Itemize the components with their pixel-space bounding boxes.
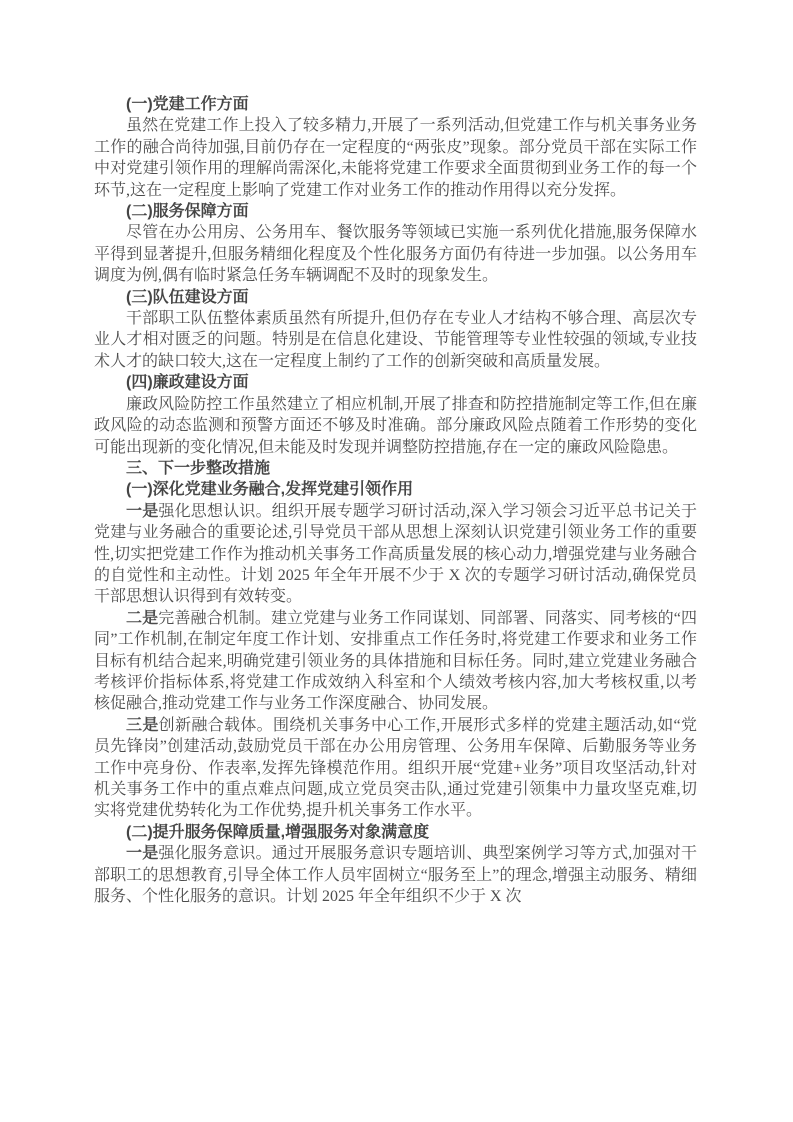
paragraph-lead: 二是 bbox=[126, 609, 159, 627]
paragraph-text: 创新融合载体。围绕机关事务中心工作,开展形式多样的党建主题活动,如“党员先锋岗”创建活动,鼓励党员干部在办公用房管理、公务用车保障、后勤服务等业务工作中亮身份、作表率,发挥先锋模范作用。组织开展“党建+业务”项目攻坚活动,针对机关事务工作中的重点难点问题,成立党员突击队,通过党建引领集中力量攻坚克难,切实将党建优势转化为工作优势,提升机关事务工作水平。 bbox=[94, 716, 697, 820]
heading-improve-service-quality: (二)提升服务保障质量,增强服务对象满意度 bbox=[126, 823, 430, 841]
heading-next-step-measures: 三、下一步整改措施 bbox=[126, 459, 271, 477]
paragraph-lead: 一是 bbox=[126, 845, 159, 863]
paragraph-lead: 三是 bbox=[126, 716, 159, 734]
paragraph-text: 强化服务意识。通过开展服务意识专题培训、典型案例学习等方式,加强对干部职工的思想教育,引导全体工作人员牢固树立“服务至上”的理念,增强主动服务、精细服务、个性化服务的意识。计划 2025 年全年组织不少于 X 次 bbox=[94, 845, 697, 906]
paragraph-lead: 一是 bbox=[126, 502, 159, 520]
heading-party-building-aspect: (一)党建工作方面 bbox=[126, 96, 249, 113]
heading-service-support-aspect: (二)服务保障方面 bbox=[126, 203, 249, 221]
paragraph-service-awareness bbox=[94, 843, 697, 907]
heading-integrity-aspect: (四)廉政建设方面 bbox=[126, 374, 249, 392]
paragraph-integrity: 廉政风险防控工作虽然建立了相应机制,开展了排查和防控措施制定等工作,但在廉政风险的动态监测和预警方面还不够及时准确。部分廉政风险点随着工作形势的变化可能出现新的变化情况,但未能及时发现并调整防控措施,存在一定的廉政风险隐患。 bbox=[94, 395, 697, 456]
heading-deepen-integration: (一)深化党建业务融合,发挥党建引领作用 bbox=[126, 481, 414, 499]
paragraph-text: 强化思想认识。组织开展专题学习研讨活动,深入学习领会习近平总书记关于党建与业务融合的重要论述,引导党员干部从思想上深刻认识党建引领业务工作的重要性,切实把党建工作作为推动机关事务工作高质量发展的核心动力,增强党建与业务融合的自觉性和主动性。计划 2025 年全年开展不少于 X 次的专题学习研讨活动,确保党员干部思想认识得到有效转变。 bbox=[94, 502, 697, 606]
paragraph-service-support: 尽管在办公用房、公务用车、餐饮服务等领域已实施一系列优化措施,服务保障水平得到显著提升,但服务精细化程度及个性化服务方面仍有待进一步加强。以公务用车调度为例,偶有临时紧急任务车辆调配不及时的现象发生。 bbox=[94, 224, 697, 285]
paragraph-team-building: 干部职工队伍整体素质虽然有所提升,但仍存在专业人才结构不够合理、高层次专业人才相对匮乏的问题。特别是在信息化建设、节能管理等专业性较强的领域,专业技术人才的缺口较大,这在一定程度上制约了工作的创新突破和高质量发展。 bbox=[94, 310, 697, 370]
document-body bbox=[94, 94, 697, 907]
paragraph-measure-awareness bbox=[94, 501, 697, 608]
paragraph-measure-carrier bbox=[94, 715, 697, 822]
paragraph-text: 完善融合机制。建立党建与业务工作同谋划、同部署、同落实、同考核的“四同”工作机制,在制定年度工作计划、安排重点工作任务时,将党建工作要求和业务工作目标有机结合起来,明确党建引领业务的具体措施和目标任务。同时,建立党建业务融合考核评价指标体系,将党建工作成效纳入科室和个人绩效考核内容,加大考核权重,以考核促融合,推动党建工作与业务工作深度融合、协同发展。 bbox=[94, 609, 697, 713]
heading-team-building-aspect: (三)队伍建设方面 bbox=[126, 288, 249, 306]
paragraph-measure-mechanism bbox=[94, 608, 697, 715]
paragraph-party-building: 虽然在党建工作上投入了较多精力,开展了一系列活动,但党建工作与机关事务业务工作的融合尚待加强,目前仍存在一定程度的“两张皮”现象。部分党员干部在实际工作中对党建引领作用的理解尚需深化,未能将党建工作要求全面贯彻到业务工作的每一个环节,这在一定程度上影响了党建工作对业务工作的推动作用得以充分发挥。 bbox=[94, 117, 697, 199]
